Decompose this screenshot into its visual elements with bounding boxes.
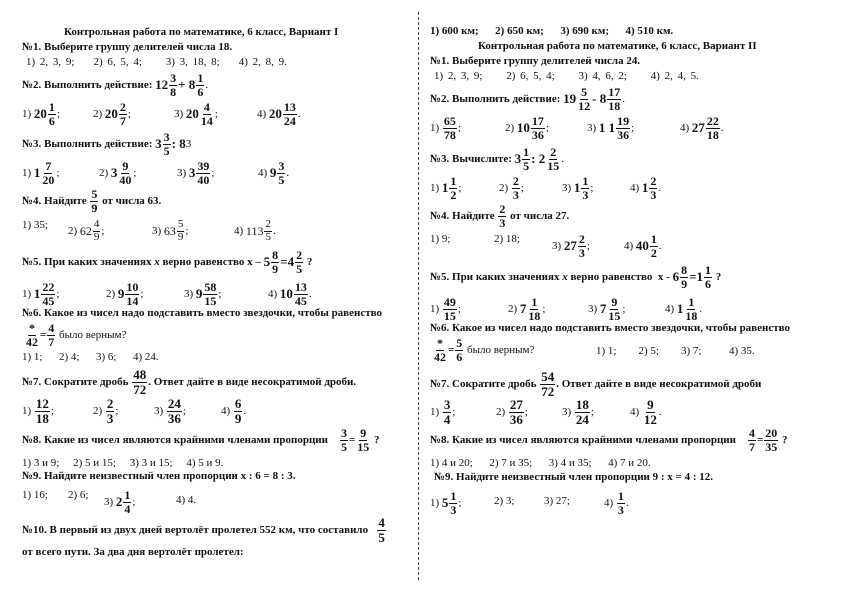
v1-q7-text-end: . Ответ дайте в виде несократимой дроби. xyxy=(148,376,357,389)
v2-q6-opt4[interactable]: 4) 35. xyxy=(728,345,755,357)
v2-q3-whole1: 3 xyxy=(514,151,522,167)
v1-q3-whole1: 3 xyxy=(155,136,162,152)
v1-q10-text: №10. В первый из двух дней вертолёт пролетел 552 км, что составило xyxy=(22,524,369,537)
v1-q7-opt4[interactable]: 4) $\frac{6}{9}$ . xyxy=(221,396,247,426)
v2-q5-opt2[interactable]: 2) 7 $\frac{1}{18}$ ; xyxy=(508,295,546,323)
v2-q2-opt4[interactable]: 4) 27 $\frac{22}{18}$ . xyxy=(680,114,724,142)
v1-q6-opt3[interactable]: 3) 6; xyxy=(95,351,117,363)
v2-q2-opt1[interactable]: 1) $\frac{65}{78}$ ; xyxy=(430,114,461,142)
v2-q1-options xyxy=(434,71,699,82)
v1-q5-opt1[interactable]: 1) 1 $\frac{22}{45}$ ; xyxy=(22,280,60,308)
v1-q3-frac1: $\frac{3}{5}$ xyxy=(163,130,170,158)
v2-q3-opt2[interactable]: 2) $\frac{2}{3}$ ; xyxy=(499,174,524,202)
v1-q6-opt1[interactable]: 1) 1; xyxy=(22,351,43,363)
variant-2-column xyxy=(420,0,842,595)
v1-q4-text: №4. Найдите xyxy=(22,195,87,208)
v1-q7-frac: $\frac{48}{72}$ xyxy=(133,367,147,397)
v1-q5-opt3[interactable]: 3) 9 $\frac{58}{15}$ ; xyxy=(184,280,222,308)
column-divider xyxy=(418,12,419,580)
v2-q1-opt2[interactable]: 2) 6, 5, 4; xyxy=(506,70,555,82)
v2-q2-text: №2. Выполнить действие: xyxy=(430,93,561,106)
v2-q6-options xyxy=(596,346,755,357)
v1-q1-opt1[interactable]: 1) 2, 3, 9; xyxy=(26,56,75,68)
v1-q9-opt3[interactable]: 3) 2 $\frac{1}{4}$ ; xyxy=(104,488,136,516)
v2-q6-opt1[interactable]: 1) 1; xyxy=(596,345,617,357)
v1-q3-line xyxy=(22,131,191,157)
v2-q7-opt4[interactable]: 4) $\frac{9}{12}$ . xyxy=(630,397,662,427)
v1-q8-opt3[interactable]: 3) 3 и 15; xyxy=(129,457,173,469)
v1-q3-divisor: : 8 xyxy=(171,136,186,152)
v1-q2-text: №2. Выполнить действие: xyxy=(22,79,153,92)
v1-q6-options xyxy=(22,352,159,363)
v1-q5-whole1: 5 xyxy=(263,254,271,270)
v2-q5-text2: верно равенство xyxy=(570,271,653,284)
v1-q5-frac1: $\frac{8}{9}$ xyxy=(272,248,279,276)
v2-q7-opt2[interactable]: 2) $\frac{27}{36}$ ; xyxy=(496,397,528,427)
v1-q4-opt4[interactable]: 4) 113 $\frac{2}{5}$ . xyxy=(234,218,276,243)
v1-q4-text-end: от числа 63. xyxy=(102,195,162,208)
v2-q4-frac: $\frac{2}{3}$ xyxy=(499,202,506,230)
v1-q10-text-end: от всего пути. За два дня вертолёт пролетел: xyxy=(22,546,244,558)
v2-q2-opt2[interactable]: 2) 10 $\frac{17}{36}$ ; xyxy=(505,114,549,142)
v2-q3-frac2: $\frac{2}{15}$ xyxy=(547,145,560,173)
v2-q1-opt1[interactable]: 1) 2, 3, 9; xyxy=(434,70,483,82)
v1-q6-text: №6. Какое из чисел надо подставить вместо звездочки, чтобы равенство xyxy=(22,307,382,319)
v1-q1-options xyxy=(26,57,287,68)
v2-q4-opt1[interactable]: 1) 9; xyxy=(430,233,451,245)
v2-q3-line xyxy=(430,146,564,172)
v1-q8-options xyxy=(22,458,223,469)
v1-q2-whole2: + 8 xyxy=(178,77,196,93)
v2-q8-opt1[interactable]: 1) 4 и 20; xyxy=(430,457,473,469)
v1-q8-text: №8. Какие из чисел являются крайними членами пропорции xyxy=(22,434,328,447)
v1-q4-opt1[interactable]: 1) 35; xyxy=(22,219,48,231)
v2-q8-opt2[interactable]: 2) 7 и 35; xyxy=(489,457,533,469)
v2-q5-line xyxy=(430,264,721,290)
v1-q10-options xyxy=(430,26,673,37)
v1-q6-equation: $\frac{*}{42}$ = $\frac{4}{7}$ было верным? xyxy=(26,321,127,349)
v1-q1-opt3[interactable]: 3) 3, 18, 8; xyxy=(165,56,220,68)
v1-q9-text: №9. Найдите неизвестный член пропорции х : 6 = 8 : 3. xyxy=(22,470,296,482)
v1-q8-opt1[interactable]: 1) 3 и 9; xyxy=(22,457,60,469)
variant-1-title: Контрольная работа по математике, 6 класс, Вариант I xyxy=(64,26,339,38)
v2-q4-text: №4. Найдите xyxy=(430,210,495,223)
v1-q8-opt2[interactable]: 2) 5 и 15; xyxy=(73,457,116,469)
v1-q9-opt1[interactable]: 1) 16; xyxy=(22,489,48,501)
v1-q3-opt1[interactable]: 1) 1 $\frac{7}{20}$ ; xyxy=(22,159,60,187)
v2-q7-opt3[interactable]: 3) $\frac{18}{24}$ ; xyxy=(562,397,594,427)
v1-q10-opt1[interactable]: 1) 600 км; xyxy=(430,25,479,37)
v1-q10-line xyxy=(22,516,387,544)
v2-q5-frac2: $\frac{1}{6}$ xyxy=(705,263,712,291)
v1-q6-opt2[interactable]: 2) 4; xyxy=(58,351,80,363)
v1-q2-frac2: $\frac{1}{6}$ xyxy=(197,71,204,99)
v2-q5-whole1: 6 xyxy=(672,269,680,285)
v2-q5-var: x xyxy=(562,271,568,284)
v1-q1-opt2[interactable]: 2) 6, 5, 4; xyxy=(93,56,142,68)
v2-q7-text-end: . Ответ дайте в виде несократимой дроби xyxy=(556,378,762,391)
v1-q1-opt4[interactable]: 4) 2, 8, 9. xyxy=(238,56,287,68)
v2-q4-text-end: от числа 27. xyxy=(510,210,570,223)
v2-q3-opt1[interactable]: 1) 1 $\frac{1}{2}$ ; xyxy=(430,174,462,202)
v1-q3-opt2[interactable]: 2) 3 $\frac{9}{40}$ ; xyxy=(99,159,137,187)
v2-q7-frac: $\frac{54}{72}$ xyxy=(541,369,555,399)
v1-q5-line xyxy=(22,249,312,275)
v1-q5-text: №5. При каких значениях xyxy=(22,256,152,269)
v2-q5-opt1[interactable]: 1) $\frac{49}{15}$ ; xyxy=(430,295,461,323)
v2-q7-line xyxy=(430,370,761,398)
v1-q9-opt4[interactable]: 4) 4. xyxy=(176,494,197,506)
v1-q7-opt2[interactable]: 2) $\frac{2}{3}$ ; xyxy=(93,396,119,426)
v1-q4-line xyxy=(22,188,161,214)
v2-q5-frac1: $\frac{8}{9}$ xyxy=(681,263,688,291)
v2-q2-whole2: - 8 xyxy=(592,91,607,107)
v2-q2-period: . xyxy=(622,93,625,106)
v2-q4-opt3[interactable]: 3) 27 $\frac{2}{3}$ ; xyxy=(552,232,590,260)
v2-q2-line xyxy=(430,86,625,112)
v2-q6-text: №6. Какое из чисел надо подставить вместо звездочки, чтобы равенство xyxy=(430,322,790,334)
v2-q3-period: . xyxy=(561,153,564,166)
v2-q3-opt3[interactable]: 3) 1 $\frac{1}{3}$ ; xyxy=(562,174,594,202)
v1-q3-text: №3. Выполнить действие: xyxy=(22,138,153,151)
v2-q2-whole1: 19 xyxy=(563,91,577,107)
v2-q1-opt3[interactable]: 3) 4, 6, 2; xyxy=(578,70,627,82)
v1-q10-frac: $\frac{4}{5}$ xyxy=(378,515,385,545)
v1-q10-opt4[interactable]: 4) 510 км. xyxy=(625,25,674,37)
v2-q9-opt2[interactable]: 2) 3; xyxy=(494,495,515,507)
v1-q8-line: №8. Какие из чисел являются крайними членами пропорции $\frac{3}{5}$ = $\frac{9}{15}$ ? xyxy=(22,426,380,454)
v2-q8-options xyxy=(430,458,651,469)
v2-q8-text: №8. Какие из чисел являются крайними членами пропорции xyxy=(430,434,736,447)
v2-q5-rhs: =1 xyxy=(689,269,704,285)
v1-q7-line xyxy=(22,368,356,396)
v1-q7-opt1[interactable]: 1) $\frac{12}{18}$ ; xyxy=(22,396,54,426)
v1-q4-opt2[interactable]: 2) 62 $\frac{4}{9}$ ; xyxy=(68,218,105,243)
v2-q3-frac1: $\frac{1}{5}$ xyxy=(523,145,530,173)
v1-q7-opt3[interactable]: 3) $\frac{24}{36}$ ; xyxy=(154,396,186,426)
v2-q5-opt4[interactable]: 4) 1 $\frac{1}{18}$ . xyxy=(665,295,703,323)
v1-q2-period: . xyxy=(205,79,209,92)
v2-q4-opt2[interactable]: 2) 18; xyxy=(494,233,520,245)
v2-q3-whole2: : 2 xyxy=(531,151,546,167)
v2-q5-qmark: ? xyxy=(715,271,722,284)
v2-q2-opt3[interactable]: 3) 1 1 $\frac{19}{36}$ ; xyxy=(587,114,635,142)
v1-q5-rhs: =4 xyxy=(280,254,295,270)
v2-q4-opt4[interactable]: 4) 40 $\frac{1}{2}$ . xyxy=(624,232,662,260)
v2-q9-opt3[interactable]: 3) 27; xyxy=(544,495,570,507)
v1-q4-frac: $\frac{5}{9}$ xyxy=(91,187,98,215)
v1-q5-var: x xyxy=(154,256,160,269)
v1-q5-text2: верно равенство xyxy=(162,256,245,269)
v2-q7-opt1[interactable]: 1) $\frac{3}{4}$ ; xyxy=(430,397,456,427)
v2-q5-opt3[interactable]: 3) 7 $\frac{9}{15}$ ; xyxy=(588,295,626,323)
v2-q8-opt3[interactable]: 3) 4 и 35; xyxy=(548,457,592,469)
variant-1-column xyxy=(0,0,418,595)
v2-q9-opt4[interactable]: 4) $\frac{1}{3}$ . xyxy=(604,489,629,517)
v1-q3-opt3[interactable]: 3) 3 $\frac{39}{40}$ ; xyxy=(177,159,215,187)
v2-q1-text: №1. Выберите группу делителей числа 24. xyxy=(430,55,641,67)
v1-q5-frac2: $\frac{2}{5}$ xyxy=(296,248,303,276)
v1-q4-opt3[interactable]: 3) 63 $\frac{5}{9}$ ; xyxy=(152,218,189,243)
v1-q2-opt3[interactable]: 3) 20 $\frac{4}{14}$ ; xyxy=(174,100,218,128)
v1-q5-lhs: x – xyxy=(247,256,261,269)
variant-2-title: Контрольная работа по математике, 6 класс, Вариант II xyxy=(478,40,757,52)
v1-q3-period: 3 xyxy=(185,138,192,151)
v1-q1-text: №1. Выберите группу делителей числа 18. xyxy=(22,41,233,53)
v1-q2-whole1: 12 xyxy=(155,77,169,93)
v2-q6-opt3[interactable]: 3) 7; xyxy=(680,345,702,357)
v1-q5-qmark: ? xyxy=(306,256,313,269)
v1-q8-opt4[interactable]: 4) 5 и 9. xyxy=(186,457,224,469)
v1-q3-opt4[interactable]: 4) 9 $\frac{3}{5}$ . xyxy=(258,159,290,187)
v2-q9-text: №9. Найдите неизвестный член пропорции 9 : х = 4 : 12. xyxy=(434,471,713,483)
v1-q6-opt4[interactable]: 4) 24. xyxy=(132,351,159,363)
v2-q4-line xyxy=(430,203,569,229)
v2-q5-lhs: x - xyxy=(657,271,670,284)
v1-q2-opt1[interactable]: 1) 20 $\frac{1}{6}$ ; xyxy=(22,100,60,128)
v1-q5-opt2[interactable]: 2) 9 $\frac{10}{14}$ ; xyxy=(106,280,144,308)
v2-q5-text: №5. При каких значениях xyxy=(430,271,560,284)
v1-q7-text: №7. Сократите дробь xyxy=(22,376,129,389)
v1-q2-opt4[interactable]: 4) 20 $\frac{13}{24}$ . xyxy=(257,100,301,128)
v1-q2-opt2[interactable]: 2) 20 $\frac{2}{7}$ ; xyxy=(93,100,131,128)
v2-q8-line: №8. Какие из чисел являются крайними членами пропорции $\frac{4}{7}$ = $\frac{20}{35}$ ? xyxy=(430,426,788,454)
v1-q5-opt4[interactable]: 4) 10 $\frac{13}{45}$ . xyxy=(268,280,312,308)
v2-q8-opt4[interactable]: 4) 7 и 20. xyxy=(608,457,651,469)
v2-q2-frac2: $\frac{17}{18}$ xyxy=(608,85,621,113)
v2-q6-opt2[interactable]: 2) 5; xyxy=(638,345,659,357)
v1-q2-line xyxy=(22,72,208,98)
v1-q2-frac1: $\frac{3}{8}$ xyxy=(170,71,177,99)
v2-q3-opt4[interactable]: 4) 1 $\frac{2}{3}$ . xyxy=(630,174,662,202)
v1-q9-opt2[interactable]: 2) 6; xyxy=(68,489,89,501)
v2-q3-text: №3. Вычислите: xyxy=(430,153,512,166)
v1-q10-opt3[interactable]: 3) 690 км; xyxy=(560,25,610,37)
v2-q7-text: №7. Сократите дробь xyxy=(430,378,537,391)
v1-q10-opt2[interactable]: 2) 650 км; xyxy=(495,25,544,37)
v2-q9-opt1[interactable]: 1) 5 $\frac{1}{3}$ ; xyxy=(430,489,462,517)
v2-q2-frac1: $\frac{5}{12}$ xyxy=(578,85,591,113)
v2-q1-opt4[interactable]: 4) 2, 4, 5. xyxy=(650,70,699,82)
v2-q6-equation: $\frac{*}{42}$ = $\frac{5}{6}$ было верным? xyxy=(434,336,535,364)
